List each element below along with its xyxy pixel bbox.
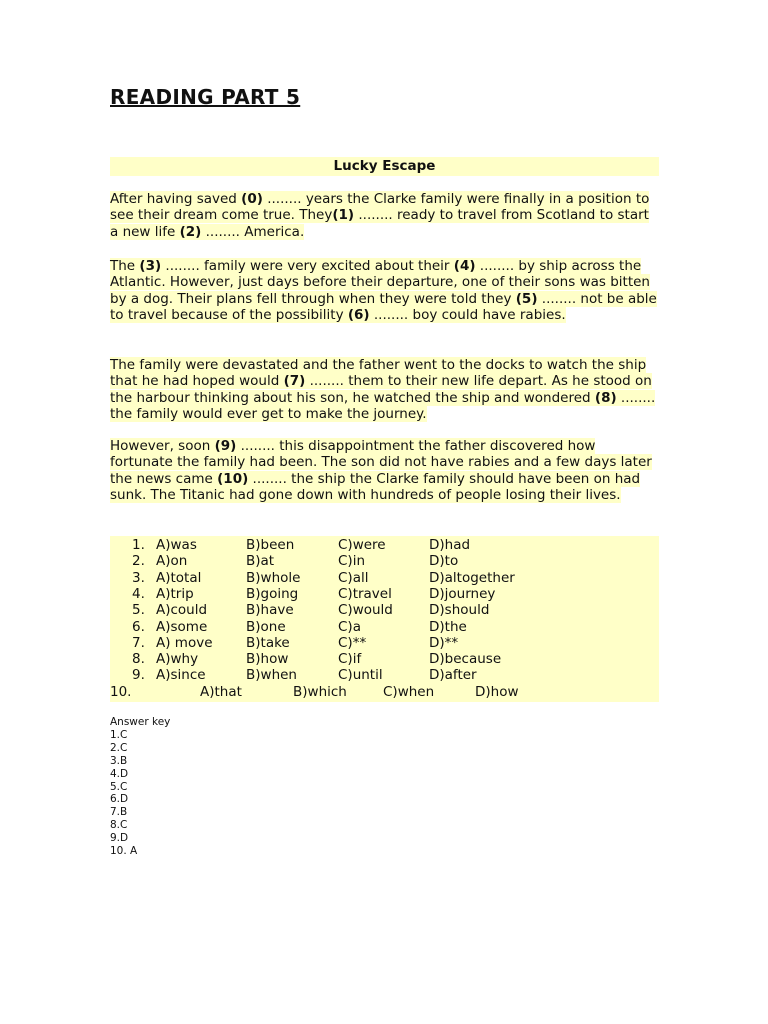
answer-item: 9.D <box>110 832 129 845</box>
option-d: D)to <box>429 553 459 570</box>
text-segment: ........ them to their new life depart. As he stood on the harbour thinking about his son, he watched the ship and wondered <box>110 373 652 406</box>
gap-number: (1) <box>332 207 355 224</box>
option-a: A)on <box>156 553 188 570</box>
option-c: C)in <box>338 553 365 570</box>
text-segment: ........ America. <box>201 223 305 240</box>
option-b: B)been <box>246 537 295 553</box>
story-paragraph <box>110 191 659 240</box>
gap-number: (5) <box>515 290 538 307</box>
option-d: D)should <box>429 602 490 619</box>
option-d: D)after <box>429 667 477 684</box>
option-row <box>110 635 659 651</box>
option-row <box>110 586 659 602</box>
answer-item: 2.C <box>110 741 128 754</box>
text-segment: ........ years the Clarke family were finally in a position to see their dream come true. They <box>110 191 650 224</box>
answer-item: 1.C <box>110 728 128 741</box>
option-b: B)at <box>246 553 275 570</box>
option-a: A)could <box>156 602 208 619</box>
option-b: B)take <box>246 634 290 651</box>
option-b: B)have <box>246 602 294 619</box>
option-d: D)how <box>475 683 519 700</box>
option-a: A)was <box>156 537 197 553</box>
answer-item: 4.D <box>110 767 129 780</box>
option-b: B)when <box>246 667 297 684</box>
option-row <box>110 537 659 553</box>
option-row <box>110 619 659 635</box>
option-number: 10. <box>110 683 132 700</box>
text-segment: The family were devastated and the father went to the docks to watch the ship that he had hoped would <box>110 357 647 390</box>
story-paragraph <box>110 258 659 323</box>
answer-key-title: Answer key <box>110 716 171 728</box>
gap-number: (6) <box>347 306 370 323</box>
option-a: A)total <box>156 569 202 586</box>
gap-number: (0) <box>241 191 263 207</box>
option-number: 5. <box>132 602 145 619</box>
answer-item: 7.B <box>110 806 128 819</box>
option-c: C)all <box>338 569 369 586</box>
option-row <box>110 570 659 586</box>
text-segment: ........ the family would ever get to make the journey. <box>110 389 656 422</box>
option-d: D)because <box>429 651 502 668</box>
gap-number: (8) <box>594 389 617 406</box>
answer-key-list <box>110 729 170 858</box>
paragraph-text <box>110 191 649 240</box>
answer-item: 10. A <box>110 845 138 858</box>
option-row <box>110 684 659 700</box>
text-segment: ........ by ship across the Atlantic. However, just days before their departure, one of their sons was bitten by a dog. Their plans fell through when they were told they <box>110 258 650 307</box>
option-number: 6. <box>132 618 145 635</box>
option-a: A) move <box>156 634 213 651</box>
gap-number: (7) <box>283 373 306 390</box>
text-segment: ........ family were very excited about their <box>161 258 454 274</box>
text-segment: ........ the ship the Clarke family should have been on had sunk. The Titanic had gone down with hundreds of people losing their lives. <box>110 470 641 503</box>
option-row <box>110 667 659 683</box>
option-c: C)travel <box>338 585 392 602</box>
text-segment: The <box>110 258 140 274</box>
answer-key <box>110 716 170 858</box>
option-a: A)trip <box>156 585 194 602</box>
paragraph-text <box>110 258 657 323</box>
option-number: 7. <box>132 634 145 651</box>
option-d: D)the <box>429 618 467 635</box>
option-b: B)one <box>246 618 286 635</box>
option-number: 2. <box>132 553 145 570</box>
option-b: B)whole <box>246 569 301 586</box>
page-title: READING PART 5 <box>110 85 301 109</box>
option-c: C)if <box>338 651 362 668</box>
option-d: D)had <box>429 537 471 553</box>
answer-item: 5.C <box>110 780 128 793</box>
story-paragraph <box>110 357 659 422</box>
text-segment: ........ boy could have rabies. <box>369 306 566 323</box>
option-number: 4. <box>132 585 145 602</box>
option-row <box>110 553 659 569</box>
option-number: 3. <box>132 569 145 586</box>
option-d: D)** <box>429 634 459 651</box>
answer-item: 8.C <box>110 819 128 832</box>
option-c: C)until <box>338 667 383 684</box>
option-c: C)were <box>338 537 386 553</box>
option-row <box>110 651 659 667</box>
option-c: C)would <box>338 602 393 619</box>
gap-number: (10) <box>217 470 249 487</box>
option-a: A)some <box>156 618 208 635</box>
story-title: Lucky Escape <box>110 157 659 176</box>
option-number: 8. <box>132 651 145 668</box>
option-a: A)why <box>156 651 199 668</box>
answer-item: 6.D <box>110 793 129 806</box>
option-number: 1. <box>132 537 145 553</box>
paragraph-text <box>110 438 652 503</box>
text-segment: After having saved <box>110 191 242 207</box>
option-number: 9. <box>132 667 145 684</box>
option-b: B)going <box>246 585 299 602</box>
paragraph-text <box>110 357 655 422</box>
option-d: D)journey <box>429 585 496 602</box>
option-c: C)** <box>338 634 367 651</box>
text-segment: ........ this disappointment the father discovered how fortunate the family had been. The son did not have rabies and a few days later the news came <box>110 438 652 487</box>
option-row <box>110 602 659 618</box>
option-c: C)when <box>383 683 435 700</box>
gap-number: (4) <box>453 258 476 274</box>
option-b: B)which <box>293 683 347 700</box>
text-segment: ........ not be able to travel because of the possibility <box>110 290 657 323</box>
gap-number: (2) <box>179 223 202 240</box>
option-a: A)since <box>156 667 206 684</box>
text-segment: ........ ready to travel from Scotland to start a new life <box>110 207 649 240</box>
story-paragraph <box>110 438 659 503</box>
option-a: A)that <box>200 683 242 700</box>
answer-options-list <box>110 536 659 702</box>
gap-number: (9) <box>214 438 237 454</box>
option-c: C)a <box>338 618 361 635</box>
option-b: B)how <box>246 651 289 668</box>
answer-item: 3.B <box>110 754 128 767</box>
text-segment: However, soon <box>110 438 215 454</box>
option-d: D)altogether <box>429 569 515 586</box>
gap-number: (3) <box>139 258 162 274</box>
